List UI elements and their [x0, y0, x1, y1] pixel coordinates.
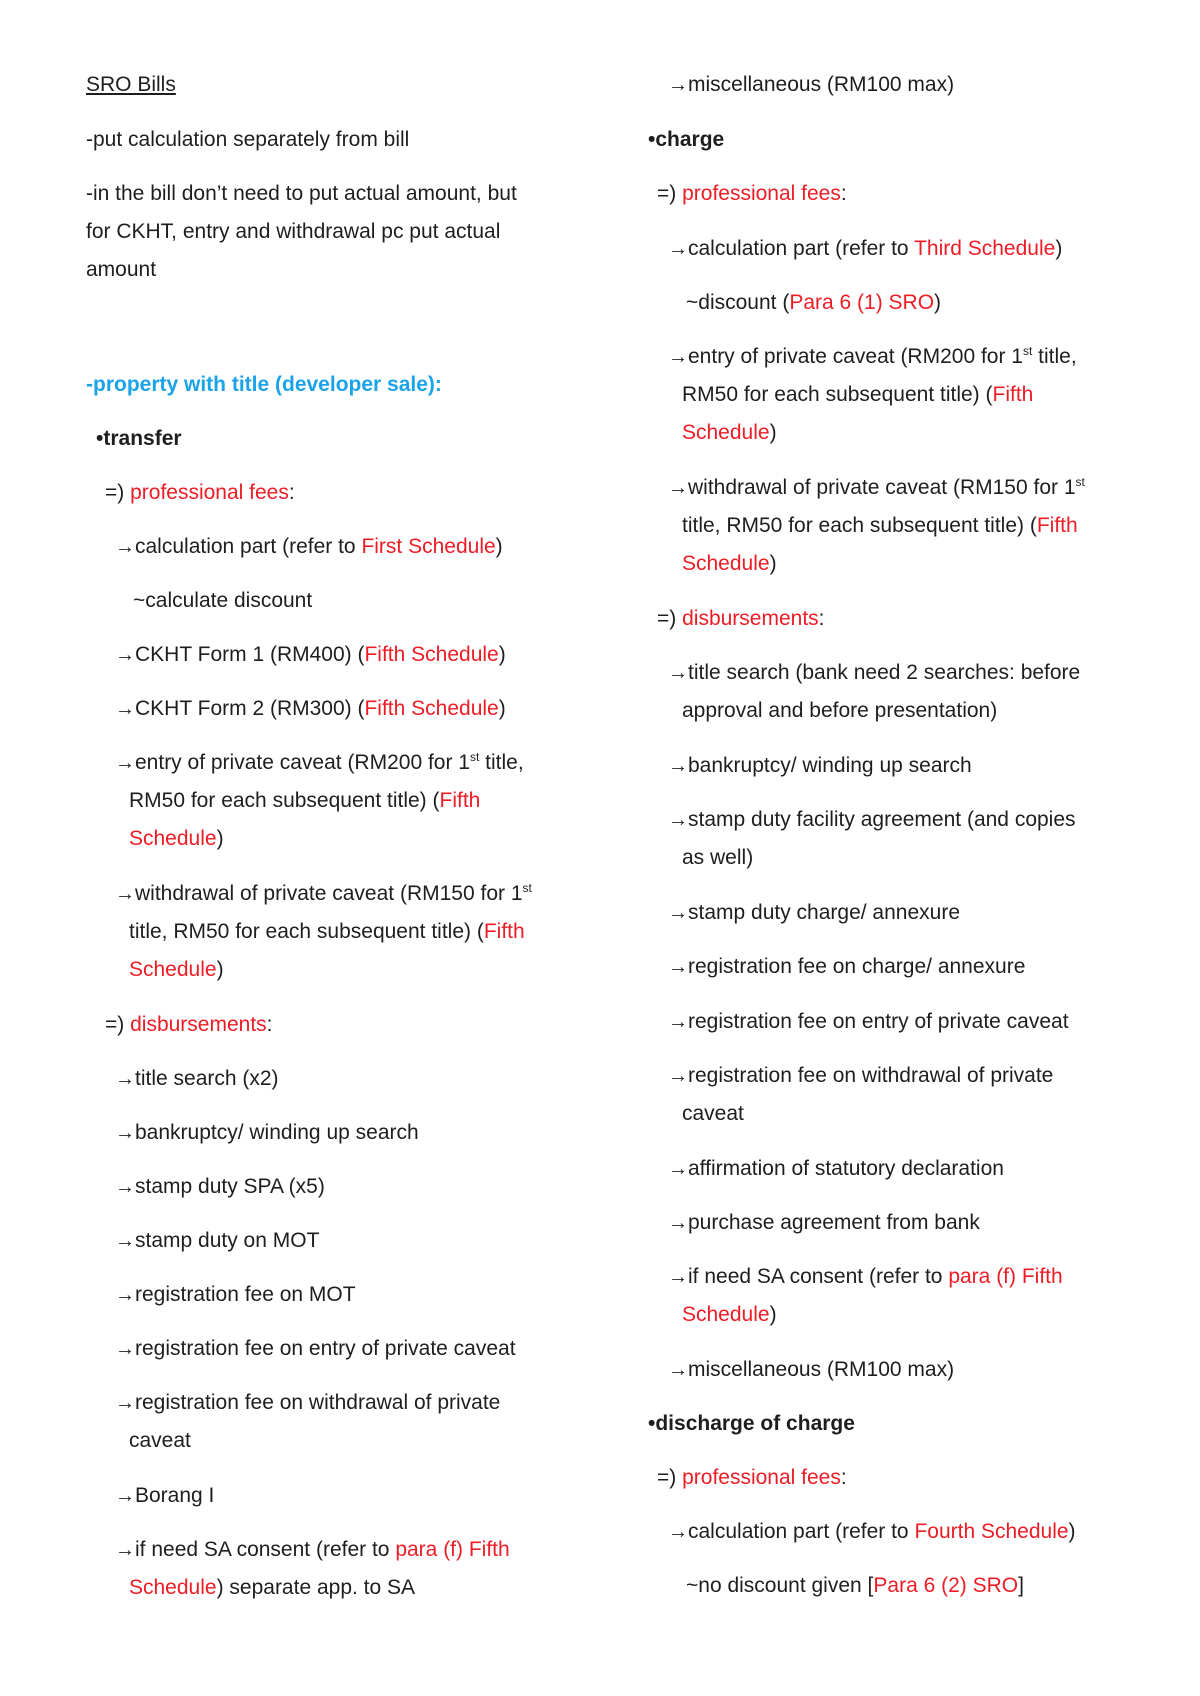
arrow-icon: → — [115, 883, 135, 905]
transfer-withdrawal-private-caveat: →withdrawal of private caveat (RM150 for 1st title, RM50 for each subsequent title) (Fifth Schedule) — [115, 881, 532, 981]
discharge-professional-fees-label: =) professional fees: — [657, 1466, 847, 1489]
arrow-icon: → — [668, 956, 688, 978]
arrow-icon: → — [668, 1521, 688, 1543]
list-item: →Borang I — [115, 1484, 215, 1507]
list-item: →title search (bank need 2 searches: before approval and before presentation) — [668, 661, 1081, 722]
charge-discount-note: ~discount (Para 6 (1) SRO) — [686, 291, 942, 314]
list-item: →miscellaneous (RM100 max) — [668, 1358, 955, 1381]
charge-disbursements-label: =) disbursements: — [657, 607, 825, 630]
arrow-icon: → — [668, 477, 688, 499]
section-heading-property-with-title: -property with title (developer sale): — [86, 373, 442, 396]
arrow-icon: → — [115, 1230, 135, 1252]
transfer-ckht-form2: →CKHT Form 2 (RM300) (Fifth Schedule) — [115, 697, 506, 720]
arrow-icon: → — [668, 902, 688, 924]
list-item: →affirmation of statutory declaration — [668, 1157, 1004, 1180]
arrow-icon: → — [668, 755, 688, 777]
list-item: →bankruptcy/ winding up search — [115, 1121, 419, 1144]
list-item: →stamp duty on MOT — [115, 1229, 320, 1252]
document-title: SRO Bills — [86, 73, 176, 96]
arrow-icon: → — [115, 1539, 135, 1561]
arrow-icon: → — [115, 1392, 135, 1414]
arrow-icon: → — [668, 809, 688, 831]
list-item: →registration fee on MOT — [115, 1283, 356, 1306]
transfer-heading: •transfer — [96, 427, 182, 450]
bullet-icon: • — [96, 427, 104, 450]
arrow-icon: → — [668, 238, 688, 260]
arrow-icon: → — [668, 1065, 688, 1087]
bullet-icon: • — [648, 1412, 656, 1435]
arrow-icon: → — [115, 752, 135, 774]
arrow-icon: → — [115, 698, 135, 720]
arrow-icon: → — [115, 1284, 135, 1306]
list-item: →stamp duty charge/ annexure — [668, 901, 960, 924]
arrow-icon: → — [668, 1011, 688, 1033]
arrow-icon: → — [115, 1176, 135, 1198]
discharge-heading: •discharge of charge — [648, 1412, 855, 1435]
charge-withdrawal-private-caveat: →withdrawal of private caveat (RM150 for 1st title, RM50 for each subsequent title) (Fifth Schedule) — [668, 475, 1085, 575]
transfer-professional-fees-label: =) professional fees: — [105, 481, 295, 504]
arrow-icon: → — [668, 1212, 688, 1234]
arrow-icon: → — [668, 662, 688, 684]
arrow-icon: → — [115, 644, 135, 666]
arrow-icon: → — [115, 1338, 135, 1360]
list-item: →registration fee on withdrawal of private caveat — [115, 1391, 501, 1452]
list-item: →title search (x2) — [115, 1067, 279, 1090]
charge-calculation-item: →calculation part (refer to Third Schedule) — [668, 237, 1063, 260]
bullet-icon: • — [648, 128, 656, 151]
arrow-icon: → — [115, 536, 135, 558]
arrow-icon: → — [115, 1068, 135, 1090]
list-item: →registration fee on charge/ annexure — [668, 955, 1026, 978]
list-item: →purchase agreement from bank — [668, 1211, 980, 1234]
transfer-disbursements-label: =) disbursements: — [105, 1013, 273, 1036]
transfer-discount-note: ~calculate discount — [133, 589, 313, 612]
charge-heading: •charge — [648, 128, 725, 151]
arrow-icon: → — [668, 1266, 688, 1288]
list-item: →registration fee on entry of private caveat — [115, 1337, 516, 1360]
discharge-no-discount-note: ~no discount given [Para 6 (2) SRO] — [686, 1574, 1024, 1597]
transfer-calculation-item: →calculation part (refer to First Schedule) — [115, 535, 503, 558]
list-item: →if need SA consent (refer to para (f) Fifth Schedule) — [668, 1265, 1063, 1326]
list-item: →if need SA consent (refer to para (f) Fifth Schedule) separate app. to SA — [115, 1538, 510, 1599]
arrow-icon: → — [115, 1122, 135, 1144]
arrow-icon: → — [668, 74, 688, 96]
note-separate-calculation: -put calculation separately from bill — [86, 128, 410, 151]
arrow-icon: → — [668, 346, 688, 368]
arrow-icon: → — [115, 1485, 135, 1507]
note-actual-amount: -in the bill don’t need to put actual amount, but for CKHT, entry and withdrawal pc put actual amount — [86, 182, 517, 281]
arrow-icon: → — [668, 1158, 688, 1180]
list-item: →registration fee on withdrawal of private caveat — [668, 1064, 1054, 1125]
charge-entry-private-caveat: →entry of private caveat (RM200 for 1st title, RM50 for each subsequent title) (Fifth Schedule) — [668, 344, 1077, 444]
list-item: →miscellaneous (RM100 max) — [668, 73, 955, 96]
list-item: →stamp duty SPA (x5) — [115, 1175, 325, 1198]
list-item: →bankruptcy/ winding up search — [668, 754, 972, 777]
list-item: →registration fee on entry of private caveat — [668, 1010, 1069, 1033]
charge-professional-fees-label: =) professional fees: — [657, 182, 847, 205]
list-item: →stamp duty facility agreement (and copies as well) — [668, 808, 1076, 869]
arrow-icon: → — [668, 1359, 688, 1381]
transfer-entry-private-caveat: →entry of private caveat (RM200 for 1st title, RM50 for each subsequent title) (Fifth Schedule) — [115, 750, 524, 850]
transfer-ckht-form1: →CKHT Form 1 (RM400) (Fifth Schedule) — [115, 643, 506, 666]
discharge-calculation-item: →calculation part (refer to Fourth Schedule) — [668, 1520, 1076, 1543]
